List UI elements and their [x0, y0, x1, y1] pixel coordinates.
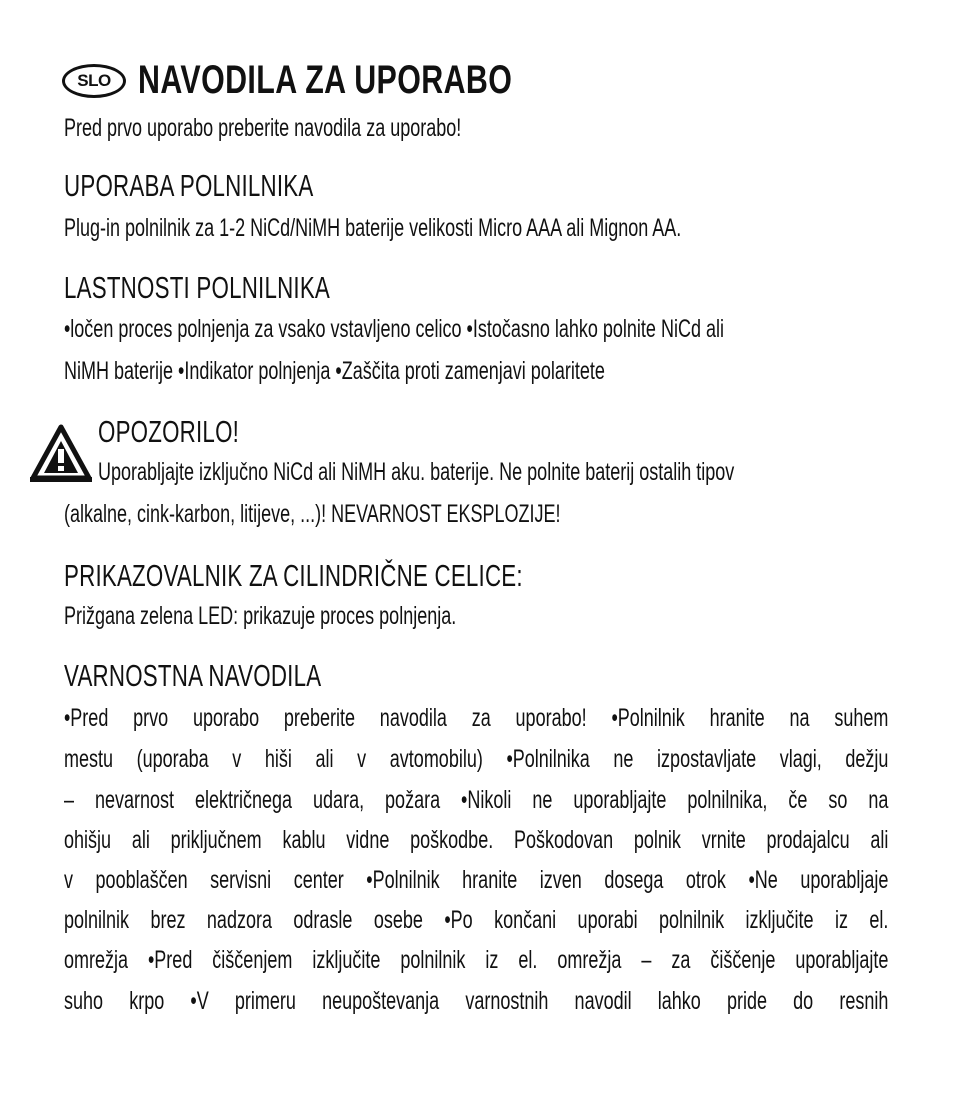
safety-line: – nevarnost električnega udara, požara •Nikoli ne uporabljajte polnilnika, če so na: [64, 786, 889, 814]
usage-text: Plug-in polnilnik za 1-2 NiCd/NiMH baterije velikosti Micro AAA ali Mignon AA.: [64, 214, 682, 242]
warning-line: Uporabljajte izključno NiCd ali NiMH aku. baterije. Ne polnite baterij ostalih tipov: [98, 458, 735, 486]
warning-triangle-icon: [30, 424, 92, 482]
safety-line: omrežja •Pred čiščenjem izključite polnilnik iz el. omrežja – za čiščenje uporabljajte: [64, 946, 889, 974]
safety-line: mestu (uporaba v hiši ali v avtomobilu) •Polnilnika ne izpostavljate vlagi, dežju: [64, 745, 889, 773]
page-title: NAVODILA ZA UPORABO: [138, 58, 513, 102]
intro-text: Pred prvo uporabo preberite navodila za uporabo!: [64, 114, 462, 142]
warning-heading: OPOZORILO!: [98, 414, 240, 449]
indicator-text: Prižgana zelena LED: prikazuje proces polnjenja.: [64, 602, 457, 630]
title-row: [62, 58, 630, 103]
warning-line: (alkalne, cink-karbon, litijeve, ...)! NEVARNOST EKSPLOZIJE!: [64, 500, 561, 528]
safety-line: •Pred prvo uporabo preberite navodila za uporabo! •Polnilnik hranite na suhem: [64, 704, 889, 732]
features-line: •ločen proces polnjenja za vsako vstavljeno celico •Istočasno lahko polnite NiCd ali: [64, 315, 724, 343]
safety-line: suho krpo •V primeru neupoštevanja varnostnih navodil lahko pride do resnih: [64, 987, 889, 1015]
features-heading: LASTNOSTI POLNILNIKA: [64, 270, 331, 305]
safety-line: ohišju ali priključnem kablu vidne poškodbe. Poškodovan polnik vrnite prodajalcu ali: [64, 826, 889, 854]
features-line: NiMH baterije •Indikator polnjenja •Zaščita proti zamenjavi polaritete: [64, 357, 605, 385]
indicator-heading: PRIKAZOVALNIK ZA CILINDRIČNE CELICE:: [64, 558, 523, 593]
safety-heading: VARNOSTNA NAVODILA: [64, 658, 322, 693]
safety-line: polnilnik brez nadzora odrasle osebe •Po končani uporabi polnilnik izključite iz el.: [64, 906, 889, 934]
language-badge: SLO: [62, 64, 126, 98]
usage-heading: UPORABA POLNILNIKA: [64, 168, 314, 203]
safety-line: v pooblaščen servisni center •Polnilnik hranite izven dosega otrok •Ne uporabljaje: [64, 866, 889, 894]
